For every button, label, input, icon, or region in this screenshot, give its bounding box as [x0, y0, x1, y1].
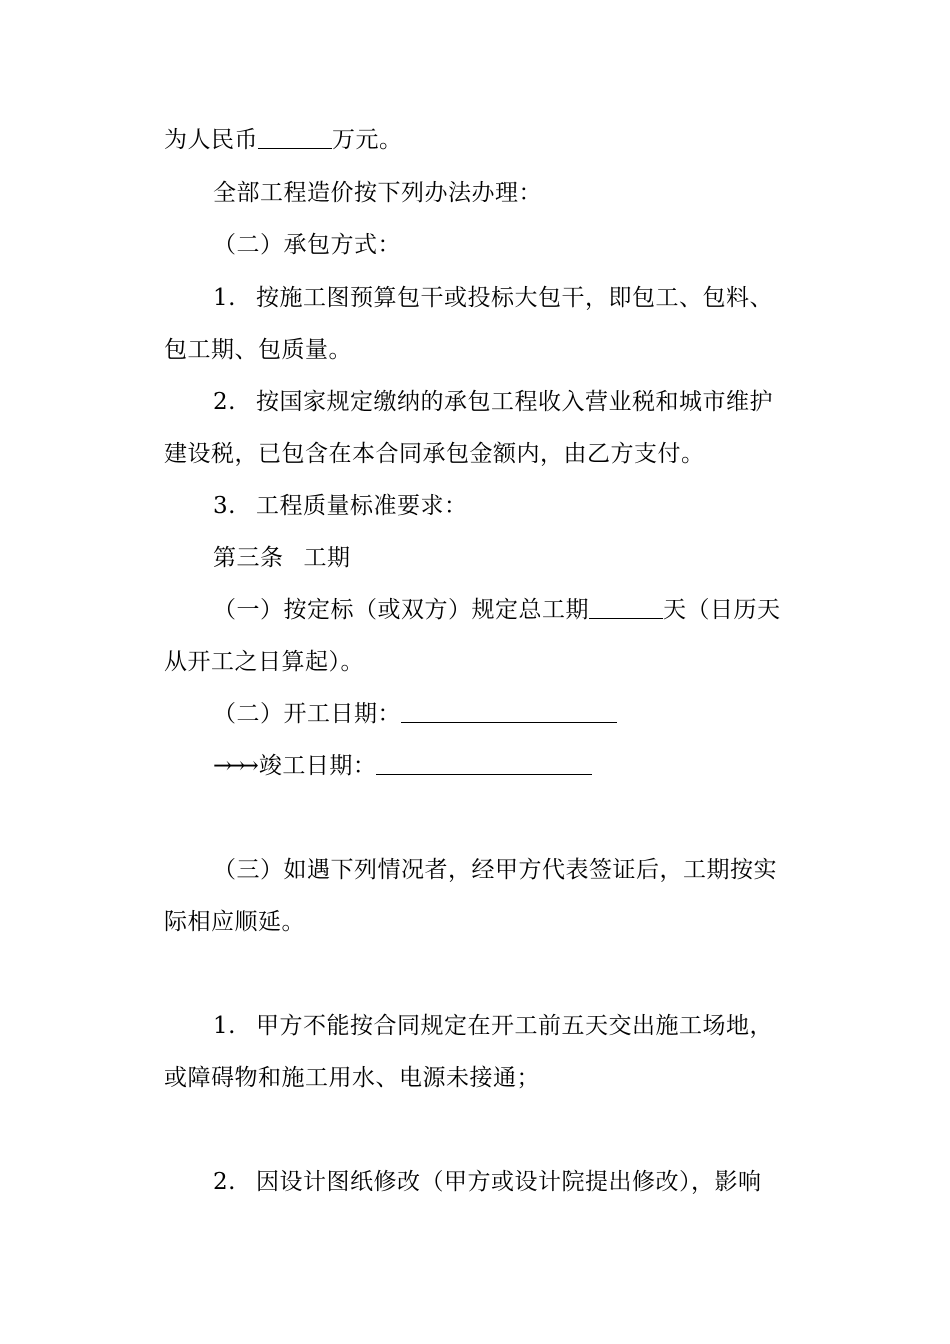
list-item: [213, 1167, 761, 1197]
item-text: 工程质量标准要求：: [255, 493, 468, 519]
item-number: 1.: [213, 1013, 236, 1039]
amount-blank: [258, 126, 332, 149]
text-line: 全部工程造价按下列办法办理：: [213, 180, 542, 206]
item-number: 3.: [213, 493, 236, 519]
item-text: 按施工图预算包干或投标大包干，即包工、包料、: [255, 285, 773, 311]
text-line: （三）如遇下列情况者，经甲方代表签证后，工期按实: [213, 857, 777, 883]
item-number: 2.: [213, 1169, 236, 1195]
text-line: [164, 125, 403, 155]
text-line: 建设税，已包含在本合同承包金额内，由乙方支付。: [164, 441, 705, 467]
days-blank: [589, 596, 663, 619]
text: 为人民币: [164, 127, 258, 153]
text: 万元。: [332, 127, 403, 153]
item-text: 因设计图纸修改（甲方或设计院提出修改），影响: [255, 1169, 762, 1195]
item-text: 甲方不能按合同规定在开工前五天交出施工场地，: [255, 1013, 773, 1039]
tab-arrows: →→→: [213, 753, 253, 779]
end-date-blank: [376, 752, 592, 775]
list-item: [213, 387, 773, 417]
text-line: 际相应顺延。: [164, 909, 305, 935]
article-title: 工期: [303, 545, 351, 571]
end-date-label: 竣工日期：: [258, 753, 377, 779]
item-number: 1.: [213, 285, 236, 311]
text-line: [213, 751, 592, 781]
item-number: 2.: [213, 389, 236, 415]
text-line: [213, 595, 781, 625]
section-heading: （二）承包方式：: [213, 232, 401, 258]
list-item: [213, 1011, 773, 1041]
text-line: 从开工之日算起）。: [164, 649, 364, 675]
article-number: 第三条: [213, 545, 284, 571]
start-date-label: （二）开工日期：: [213, 701, 401, 727]
text-line: 包工期、包质量。: [164, 337, 352, 363]
text-line: 或障碍物和施工用水、电源未接通；: [164, 1065, 540, 1091]
list-item: [213, 491, 467, 521]
text-line: [213, 699, 617, 729]
item-text: 按国家规定缴纳的承包工程收入营业税和城市维护: [255, 389, 773, 415]
start-date-blank: [401, 700, 617, 723]
text: （一）按定标（或双方）规定总工期: [213, 597, 589, 623]
article-heading: [213, 543, 351, 573]
list-item: [213, 283, 773, 313]
text: 天（日历天: [663, 597, 781, 623]
